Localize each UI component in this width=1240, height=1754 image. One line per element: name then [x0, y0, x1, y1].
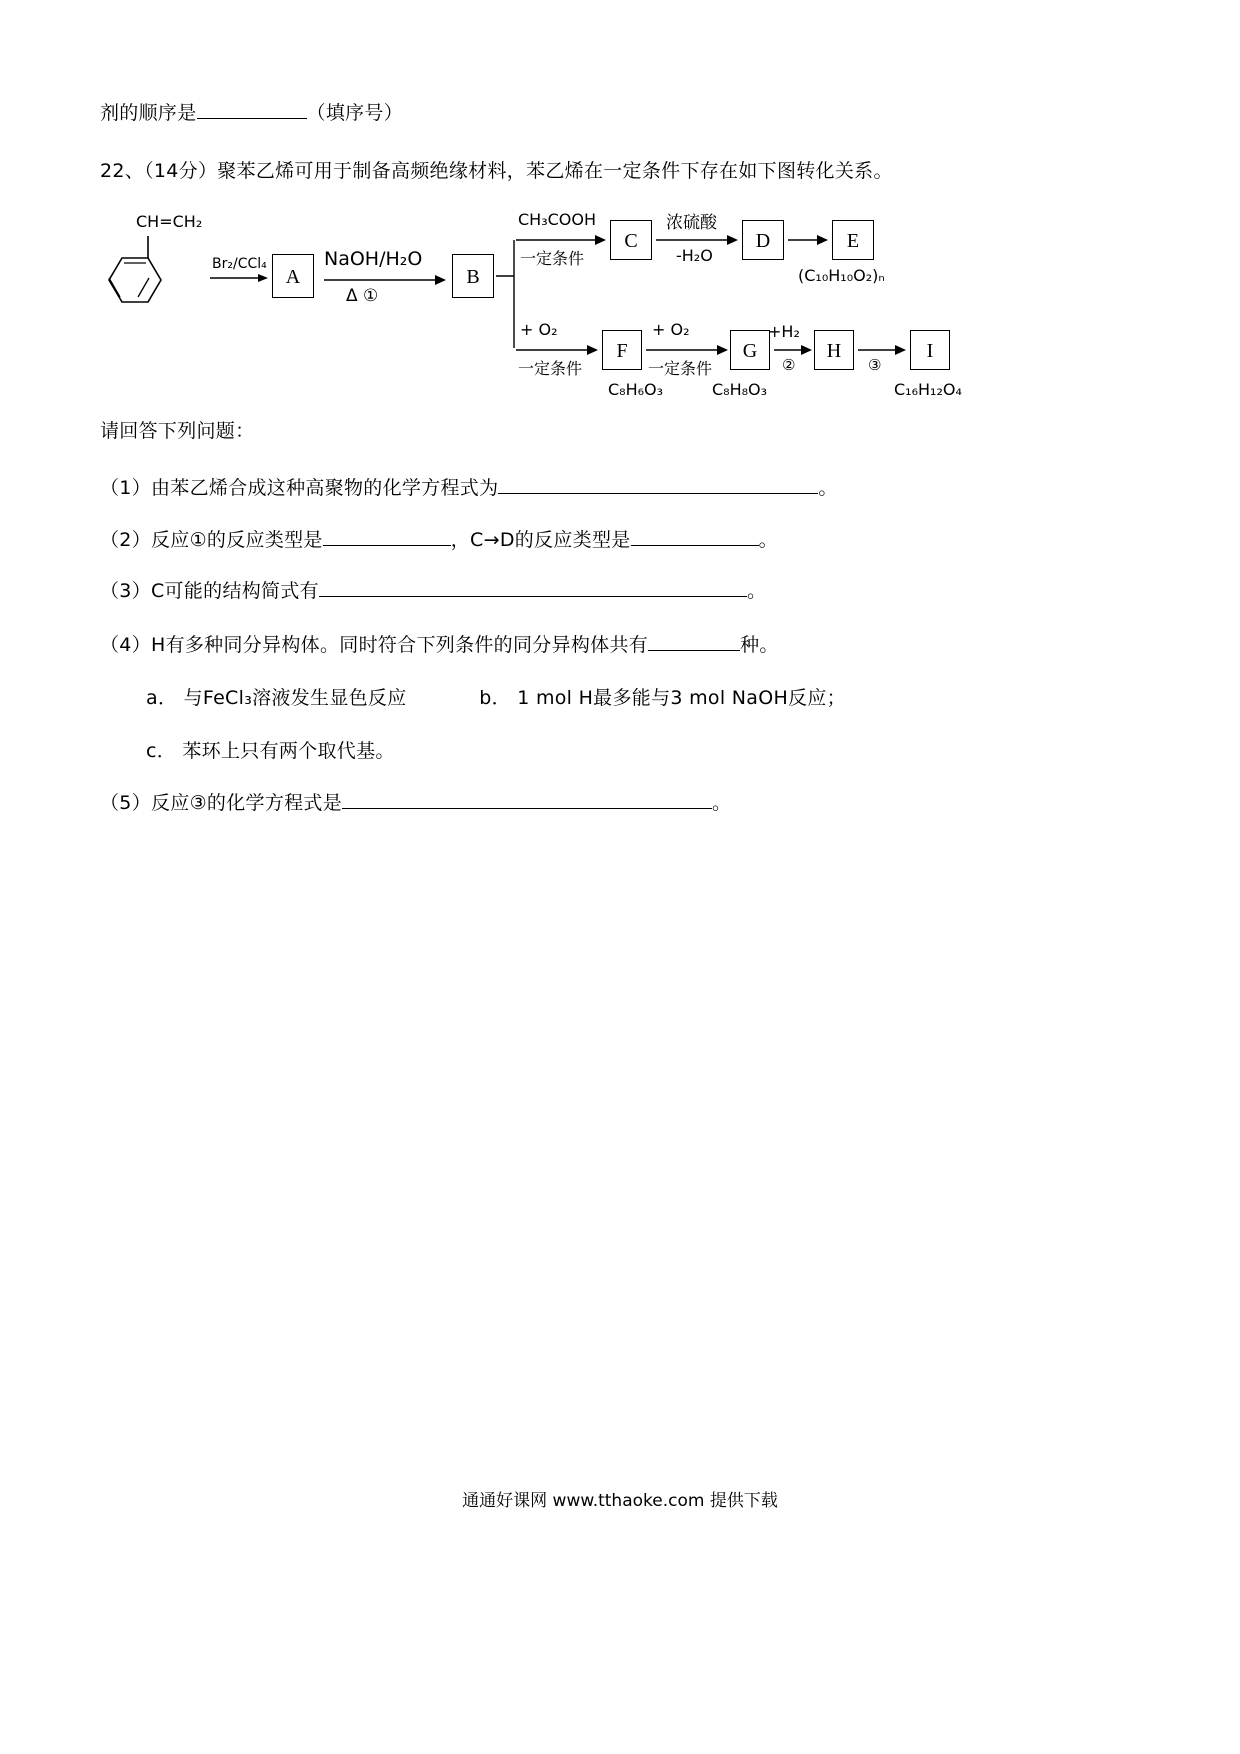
- question-1: [100, 475, 838, 501]
- question-2-label: （2）反应①的反应类型是: [100, 529, 323, 551]
- answer-blank[interactable]: [197, 101, 307, 119]
- formula-i: C₁₆H₁₂O₄: [894, 380, 962, 399]
- question-2-end: 。: [758, 529, 778, 551]
- reagent-naoh-h2o-label: NaOH/H₂O: [324, 248, 423, 270]
- top-line-suffix: （填序号）: [306, 102, 404, 124]
- styrene-vinyl-label: CH=CH₂: [136, 212, 203, 231]
- formula-g: C₈H₈O₃: [712, 380, 768, 399]
- question-4-end: 种。: [740, 634, 779, 656]
- question-4-option-c: c． 苯环上只有两个取代基。: [146, 740, 395, 762]
- question-5-end: 。: [712, 792, 732, 814]
- condition-minus-h2o-label: -H₂O: [676, 246, 713, 265]
- reagent-h2-label: +H₂: [768, 322, 800, 341]
- question-22-stem: [100, 158, 893, 184]
- option-a-text: a． 与FeCl₃溶液发生显色反应: [146, 687, 407, 709]
- reaction-scheme-diagram: [100, 200, 1000, 410]
- question-22-text: （14分）聚苯乙烯可用于制备高频绝缘材料，苯乙烯在一定条件下存在如下图转化关系。: [144, 160, 893, 182]
- question-4-option-a: [146, 685, 846, 711]
- option-b-text: b． 1 mol H最多能与3 mol NaOH反应；: [479, 687, 846, 709]
- question-2-mid: ，C→D的反应类型是: [450, 529, 631, 551]
- box-d: D: [742, 220, 784, 260]
- question-2-blank-2[interactable]: [631, 528, 759, 546]
- page-footer: 通通好课网 www.tthaoke.com 提供下载: [462, 1491, 778, 1511]
- arrow-h-to-i: [856, 342, 908, 358]
- condition-step-2-label: ②: [782, 356, 796, 374]
- question-1-label: （1）由苯乙烯合成这种高聚物的化学方程式为: [100, 477, 499, 499]
- question-5-label: （5）反应③的化学方程式是: [100, 792, 343, 814]
- box-e: E: [832, 220, 874, 260]
- box-h: H: [814, 330, 854, 370]
- styrene-structure: [100, 222, 210, 337]
- condition-yiding-2-label: 一定条件: [518, 359, 583, 378]
- formula-f: C₈H₆O₃: [608, 380, 664, 399]
- box-c: C: [610, 220, 652, 260]
- top-partial-line: [100, 100, 403, 126]
- question-1-end: 。: [818, 477, 838, 499]
- reagent-o2-2-label: + O₂: [652, 320, 690, 339]
- reagent-ch3cooh-label: CH₃COOH: [518, 210, 597, 229]
- box-a: A: [272, 254, 314, 298]
- question-5: [100, 790, 731, 816]
- question-5-blank[interactable]: [342, 791, 712, 809]
- arrow-d-to-e: [786, 232, 830, 248]
- question-2-blank-1[interactable]: [323, 528, 451, 546]
- box-f: F: [602, 330, 642, 370]
- condition-delta-1-label: Δ ①: [346, 286, 379, 306]
- top-line-text: 剂的顺序是: [100, 102, 197, 124]
- question-1-blank[interactable]: [498, 476, 818, 494]
- formula-e: (C₁₀H₁₀O₂)ₙ: [798, 266, 885, 285]
- question-4: [100, 632, 779, 658]
- reagent-br2-ccl4-label: Br₂/CCl₄: [212, 256, 267, 272]
- question-4-blank[interactable]: [648, 633, 740, 651]
- question-3-blank[interactable]: [319, 579, 747, 597]
- question-3-end: 。: [746, 580, 767, 602]
- condition-yiding-3-label: 一定条件: [648, 359, 713, 378]
- answer-prompt: 请回答下列问题：: [100, 420, 255, 442]
- condition-step-3-label: ③: [868, 356, 882, 374]
- question-2: [100, 527, 778, 553]
- question-4-label: （4）H有多种同分异构体。同时符合下列条件的同分异构体共有: [100, 634, 649, 656]
- box-g: G: [730, 330, 770, 370]
- question-3-label: （3）C可能的结构简式有: [100, 580, 319, 602]
- question-22-number: 22、: [100, 160, 145, 182]
- condition-yiding-1-label: 一定条件: [520, 249, 585, 268]
- box-b: B: [452, 254, 494, 298]
- benzene-ring-icon: [100, 222, 210, 332]
- arrow-a-to-b: [322, 272, 448, 288]
- box-i: I: [910, 330, 950, 370]
- reagent-concentrated-sulfuric-acid-label: 浓硫酸: [666, 213, 717, 233]
- question-3: [100, 578, 766, 604]
- reagent-o2-1-label: + O₂: [520, 320, 558, 339]
- arrow-styrene-to-a: [208, 270, 270, 286]
